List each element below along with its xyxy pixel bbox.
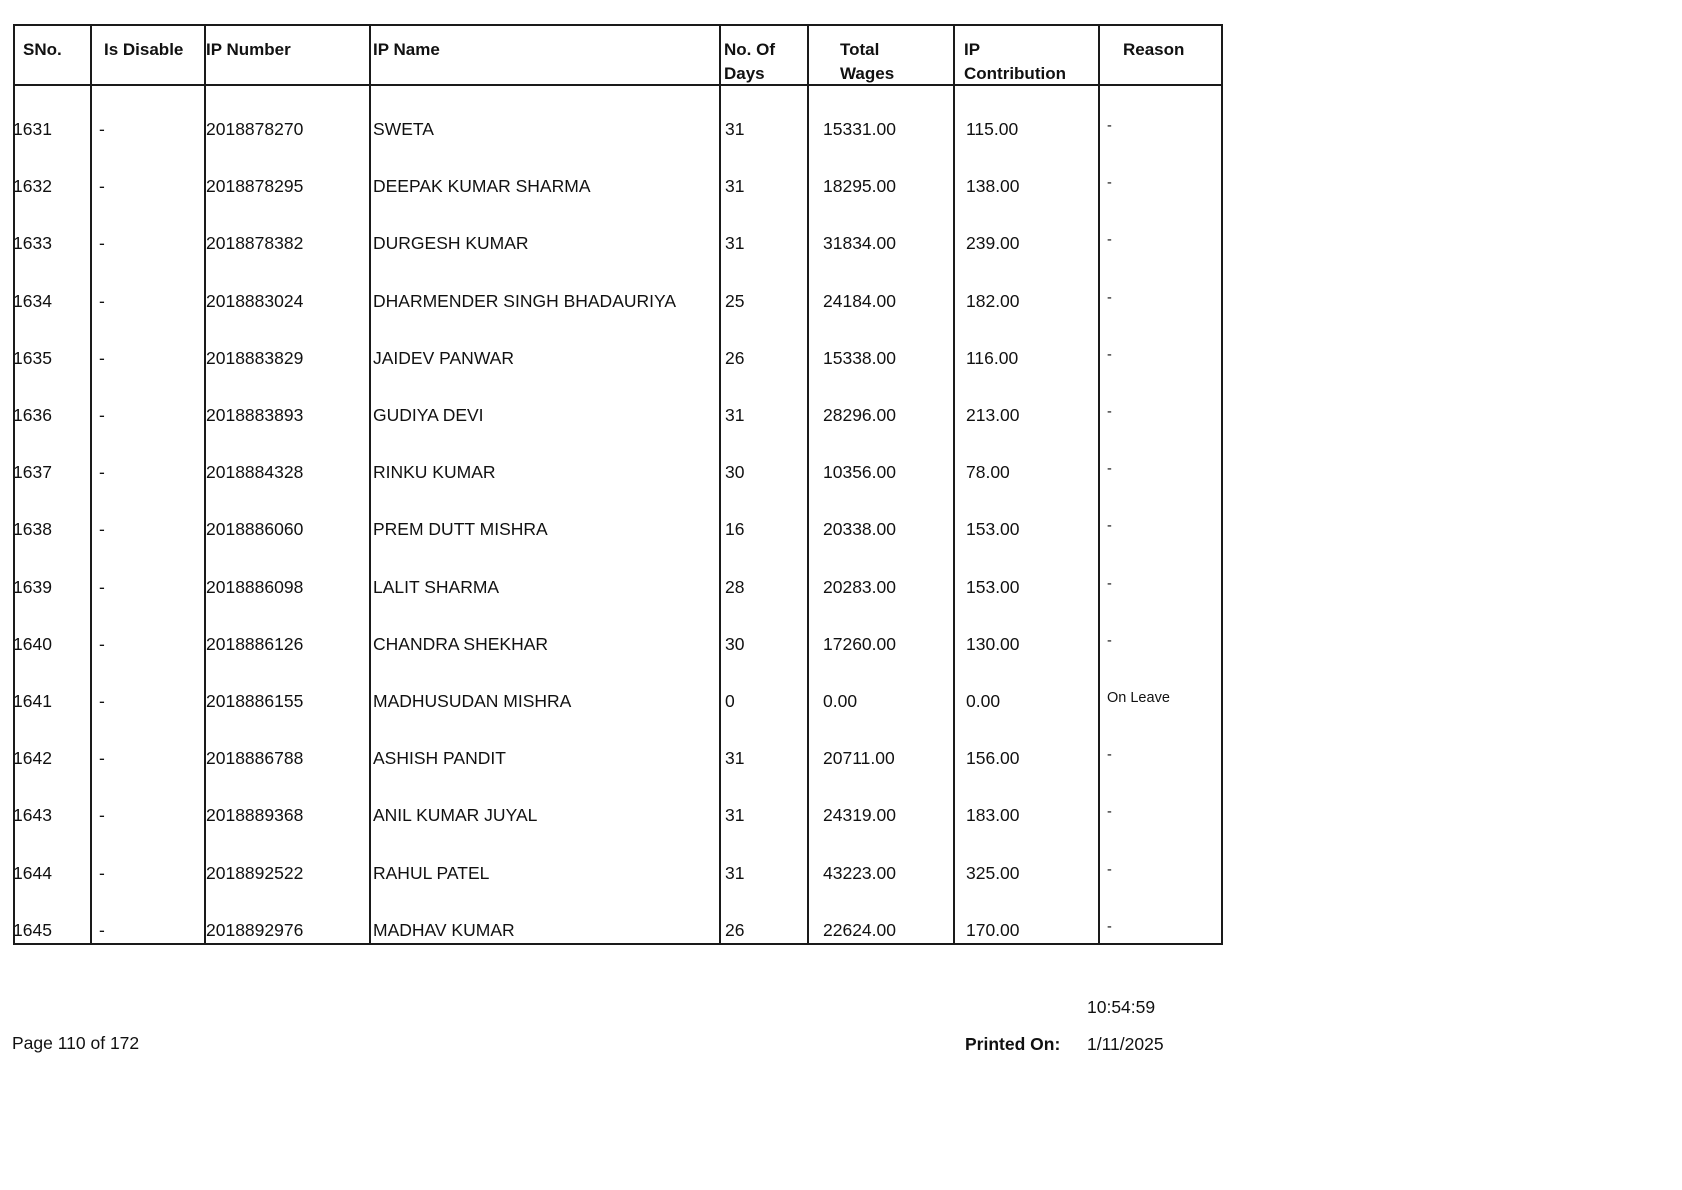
cell-ip-number: 2018886155 bbox=[206, 691, 304, 711]
table-row bbox=[15, 165, 1221, 222]
cell-ip-number: 2018886060 bbox=[206, 519, 304, 540]
cell-reason: - bbox=[1107, 804, 1112, 821]
cell-no-of-days: 31 bbox=[725, 805, 745, 826]
cell-total-wages: 24319.00 bbox=[823, 805, 896, 826]
printed-date: 1/11/2025 bbox=[1087, 1034, 1164, 1054]
table-row bbox=[15, 566, 1221, 623]
cell-sno: 1637 bbox=[13, 462, 52, 483]
cell-total-wages: 24184.00 bbox=[823, 290, 896, 311]
cell-ip-name: PREM DUTT MISHRA bbox=[373, 519, 548, 540]
contribution-table bbox=[13, 24, 1223, 945]
cell-no-of-days: 31 bbox=[725, 176, 745, 197]
cell-no-of-days: 28 bbox=[725, 576, 745, 597]
table-row bbox=[15, 680, 1221, 737]
cell-no-of-days: 31 bbox=[725, 862, 745, 883]
table-row bbox=[15, 737, 1221, 794]
cell-ip-name: RINKU KUMAR bbox=[373, 462, 496, 483]
cell-reason: - bbox=[1107, 404, 1112, 420]
cell-reason: - bbox=[1107, 918, 1112, 935]
cell-total-wages: 22624.00 bbox=[823, 919, 896, 940]
header-total-wages: Total Wages bbox=[840, 40, 895, 83]
cell-ip-name: ANIL KUMAR JUYAL bbox=[373, 805, 538, 826]
cell-is-disable: - bbox=[99, 347, 105, 368]
cell-is-disable: - bbox=[99, 290, 105, 311]
cell-ip-name: JAIDEV PANWAR bbox=[373, 347, 514, 368]
table-row bbox=[15, 222, 1221, 279]
cell-ip-contribution: 239.00 bbox=[966, 233, 1020, 254]
cell-ip-contribution: 182.00 bbox=[966, 290, 1020, 311]
cell-ip-contribution: 115.00 bbox=[966, 119, 1019, 139]
table-row bbox=[15, 451, 1221, 508]
cell-sno: 1644 bbox=[13, 862, 52, 883]
table-row bbox=[15, 909, 1221, 966]
cell-is-disable: - bbox=[99, 862, 105, 883]
cell-no-of-days: 26 bbox=[725, 347, 745, 368]
table-row bbox=[15, 337, 1221, 394]
cell-sno: 1643 bbox=[13, 805, 52, 826]
cell-ip-contribution: 170.00 bbox=[966, 919, 1020, 940]
cell-reason: - bbox=[1107, 575, 1112, 592]
cell-no-of-days: 30 bbox=[725, 462, 745, 483]
header-ip-name: IP Name bbox=[373, 40, 440, 59]
cell-ip-name: CHANDRA SHEKHAR bbox=[373, 633, 549, 654]
cell-no-of-days: 25 bbox=[725, 290, 745, 311]
cell-ip-number: 2018883829 bbox=[206, 347, 304, 368]
cell-ip-number: 2018892976 bbox=[206, 919, 304, 940]
cell-sno: 1642 bbox=[13, 748, 52, 769]
cell-sno: 1639 bbox=[13, 576, 52, 597]
cell-total-wages: 18295.00 bbox=[823, 176, 896, 197]
cell-total-wages: 15338.00 bbox=[823, 347, 896, 368]
table-row bbox=[15, 623, 1221, 680]
cell-ip-contribution: 138.00 bbox=[966, 176, 1020, 197]
cell-ip-number: 2018883024 bbox=[206, 290, 304, 311]
cell-ip-number: 2018883893 bbox=[206, 405, 304, 425]
cell-ip-contribution: 130.00 bbox=[966, 633, 1020, 654]
cell-is-disable: - bbox=[99, 462, 105, 483]
cell-ip-contribution: 0.00 bbox=[966, 691, 1001, 711]
cell-no-of-days: 26 bbox=[725, 919, 745, 940]
cell-total-wages: 20283.00 bbox=[823, 576, 896, 597]
printed-on-label: Printed On: bbox=[965, 1034, 1061, 1054]
cell-ip-name: DURGESH KUMAR bbox=[373, 233, 529, 254]
cell-is-disable: - bbox=[99, 176, 105, 197]
cell-total-wages: 31834.00 bbox=[823, 233, 896, 254]
table-row bbox=[15, 794, 1221, 851]
cell-ip-number: 2018886788 bbox=[206, 748, 304, 769]
cell-ip-name: MADHUSUDAN MISHRA bbox=[373, 691, 572, 711]
cell-no-of-days: 31 bbox=[725, 119, 745, 139]
cell-no-of-days: 30 bbox=[725, 633, 745, 654]
table-row bbox=[15, 852, 1221, 909]
cell-ip-number: 2018889368 bbox=[206, 805, 304, 826]
cell-reason: - bbox=[1107, 175, 1112, 192]
cell-no-of-days: 16 bbox=[725, 519, 745, 540]
cell-ip-name: DHARMENDER SINGH BHADAURIYA bbox=[373, 290, 677, 311]
cell-ip-number: 2018886126 bbox=[206, 633, 304, 654]
cell-ip-contribution: 325.00 bbox=[966, 862, 1020, 883]
cell-ip-number: 2018892522 bbox=[206, 862, 304, 883]
table-row bbox=[15, 508, 1221, 565]
cell-no-of-days: 31 bbox=[725, 233, 745, 254]
cell-ip-number: 2018886098 bbox=[206, 576, 304, 597]
cell-total-wages: 43223.00 bbox=[823, 862, 896, 883]
cell-reason: - bbox=[1107, 232, 1112, 249]
printed-time: 10:54:59 bbox=[1087, 997, 1156, 1017]
cell-ip-contribution: 213.00 bbox=[966, 405, 1020, 425]
cell-ip-number: 2018878382 bbox=[206, 233, 304, 254]
header-no-of-days: No. Of Days bbox=[724, 40, 775, 83]
cell-reason: - bbox=[1107, 861, 1112, 878]
cell-is-disable: - bbox=[99, 519, 105, 540]
cell-sno: 1632 bbox=[13, 176, 52, 197]
cell-sno: 1636 bbox=[13, 405, 52, 425]
cell-ip-number: 2018884328 bbox=[206, 462, 304, 483]
cell-reason: - bbox=[1107, 289, 1112, 306]
cell-total-wages: 17260.00 bbox=[823, 633, 896, 654]
cell-is-disable: - bbox=[99, 748, 105, 769]
cell-ip-name: DEEPAK KUMAR SHARMA bbox=[373, 176, 591, 197]
cell-ip-name: MADHAV KUMAR bbox=[373, 919, 515, 940]
cell-ip-name: GUDIYA DEVI bbox=[373, 405, 484, 425]
cell-sno: 1640 bbox=[13, 633, 52, 654]
cell-ip-contribution: 183.00 bbox=[966, 805, 1020, 826]
cell-ip-number: 2018878295 bbox=[206, 176, 304, 197]
table-row bbox=[15, 394, 1221, 451]
cell-is-disable: - bbox=[99, 576, 105, 597]
cell-sno: 1645 bbox=[13, 919, 52, 940]
cell-sno: 1635 bbox=[13, 347, 52, 368]
cell-total-wages: 10356.00 bbox=[823, 462, 896, 483]
cell-is-disable: - bbox=[99, 119, 105, 139]
cell-ip-number: 2018878270 bbox=[206, 119, 304, 139]
cell-total-wages: 28296.00 bbox=[823, 405, 896, 425]
cell-ip-contribution: 153.00 bbox=[966, 519, 1020, 540]
header-ip-number: IP Number bbox=[206, 40, 291, 59]
cell-reason: - bbox=[1107, 118, 1112, 134]
header-ip-contribution: IP Contribution bbox=[964, 40, 1066, 83]
cell-ip-contribution: 116.00 bbox=[966, 347, 1019, 368]
cell-ip-name: SWETA bbox=[373, 119, 434, 139]
table-row bbox=[15, 280, 1221, 337]
cell-reason: - bbox=[1107, 632, 1112, 649]
cell-is-disable: - bbox=[99, 919, 105, 940]
header-is-disable: Is Disable bbox=[104, 40, 184, 59]
cell-total-wages: 15331.00 bbox=[823, 119, 896, 139]
cell-ip-contribution: 153.00 bbox=[966, 576, 1020, 597]
cell-reason: - bbox=[1107, 461, 1112, 478]
cell-ip-contribution: 78.00 bbox=[966, 462, 1010, 483]
cell-total-wages: 20338.00 bbox=[823, 519, 896, 540]
cell-total-wages: 20711.00 bbox=[823, 748, 895, 769]
cell-sno: 1641 bbox=[13, 691, 52, 711]
cell-sno: 1638 bbox=[13, 519, 52, 540]
cell-no-of-days: 31 bbox=[725, 748, 745, 769]
cell-is-disable: - bbox=[99, 633, 105, 654]
cell-reason: - bbox=[1107, 518, 1112, 535]
cell-is-disable: - bbox=[99, 805, 105, 826]
cell-sno: 1633 bbox=[13, 233, 52, 254]
cell-ip-name: RAHUL PATEL bbox=[373, 862, 490, 883]
cell-is-disable: - bbox=[99, 233, 105, 254]
cell-reason: - bbox=[1107, 747, 1112, 764]
cell-ip-contribution: 156.00 bbox=[966, 748, 1020, 769]
cell-total-wages: 0.00 bbox=[823, 691, 858, 711]
cell-sno: 1634 bbox=[13, 290, 52, 311]
cell-reason: On Leave bbox=[1107, 690, 1170, 706]
cell-sno: 1631 bbox=[13, 119, 52, 139]
cell-ip-name: LALIT SHARMA bbox=[373, 576, 500, 597]
cell-no-of-days: 0 bbox=[725, 691, 735, 711]
cell-is-disable: - bbox=[99, 691, 105, 711]
cell-is-disable: - bbox=[99, 405, 105, 425]
table-row bbox=[15, 108, 1221, 165]
cell-no-of-days: 31 bbox=[725, 405, 745, 425]
header-reason: Reason bbox=[1123, 40, 1185, 59]
page-number: Page 110 of 172 bbox=[12, 1033, 140, 1053]
cell-ip-name: ASHISH PANDIT bbox=[373, 748, 506, 769]
header-sno: SNo. bbox=[23, 40, 62, 59]
cell-reason: - bbox=[1107, 346, 1112, 363]
